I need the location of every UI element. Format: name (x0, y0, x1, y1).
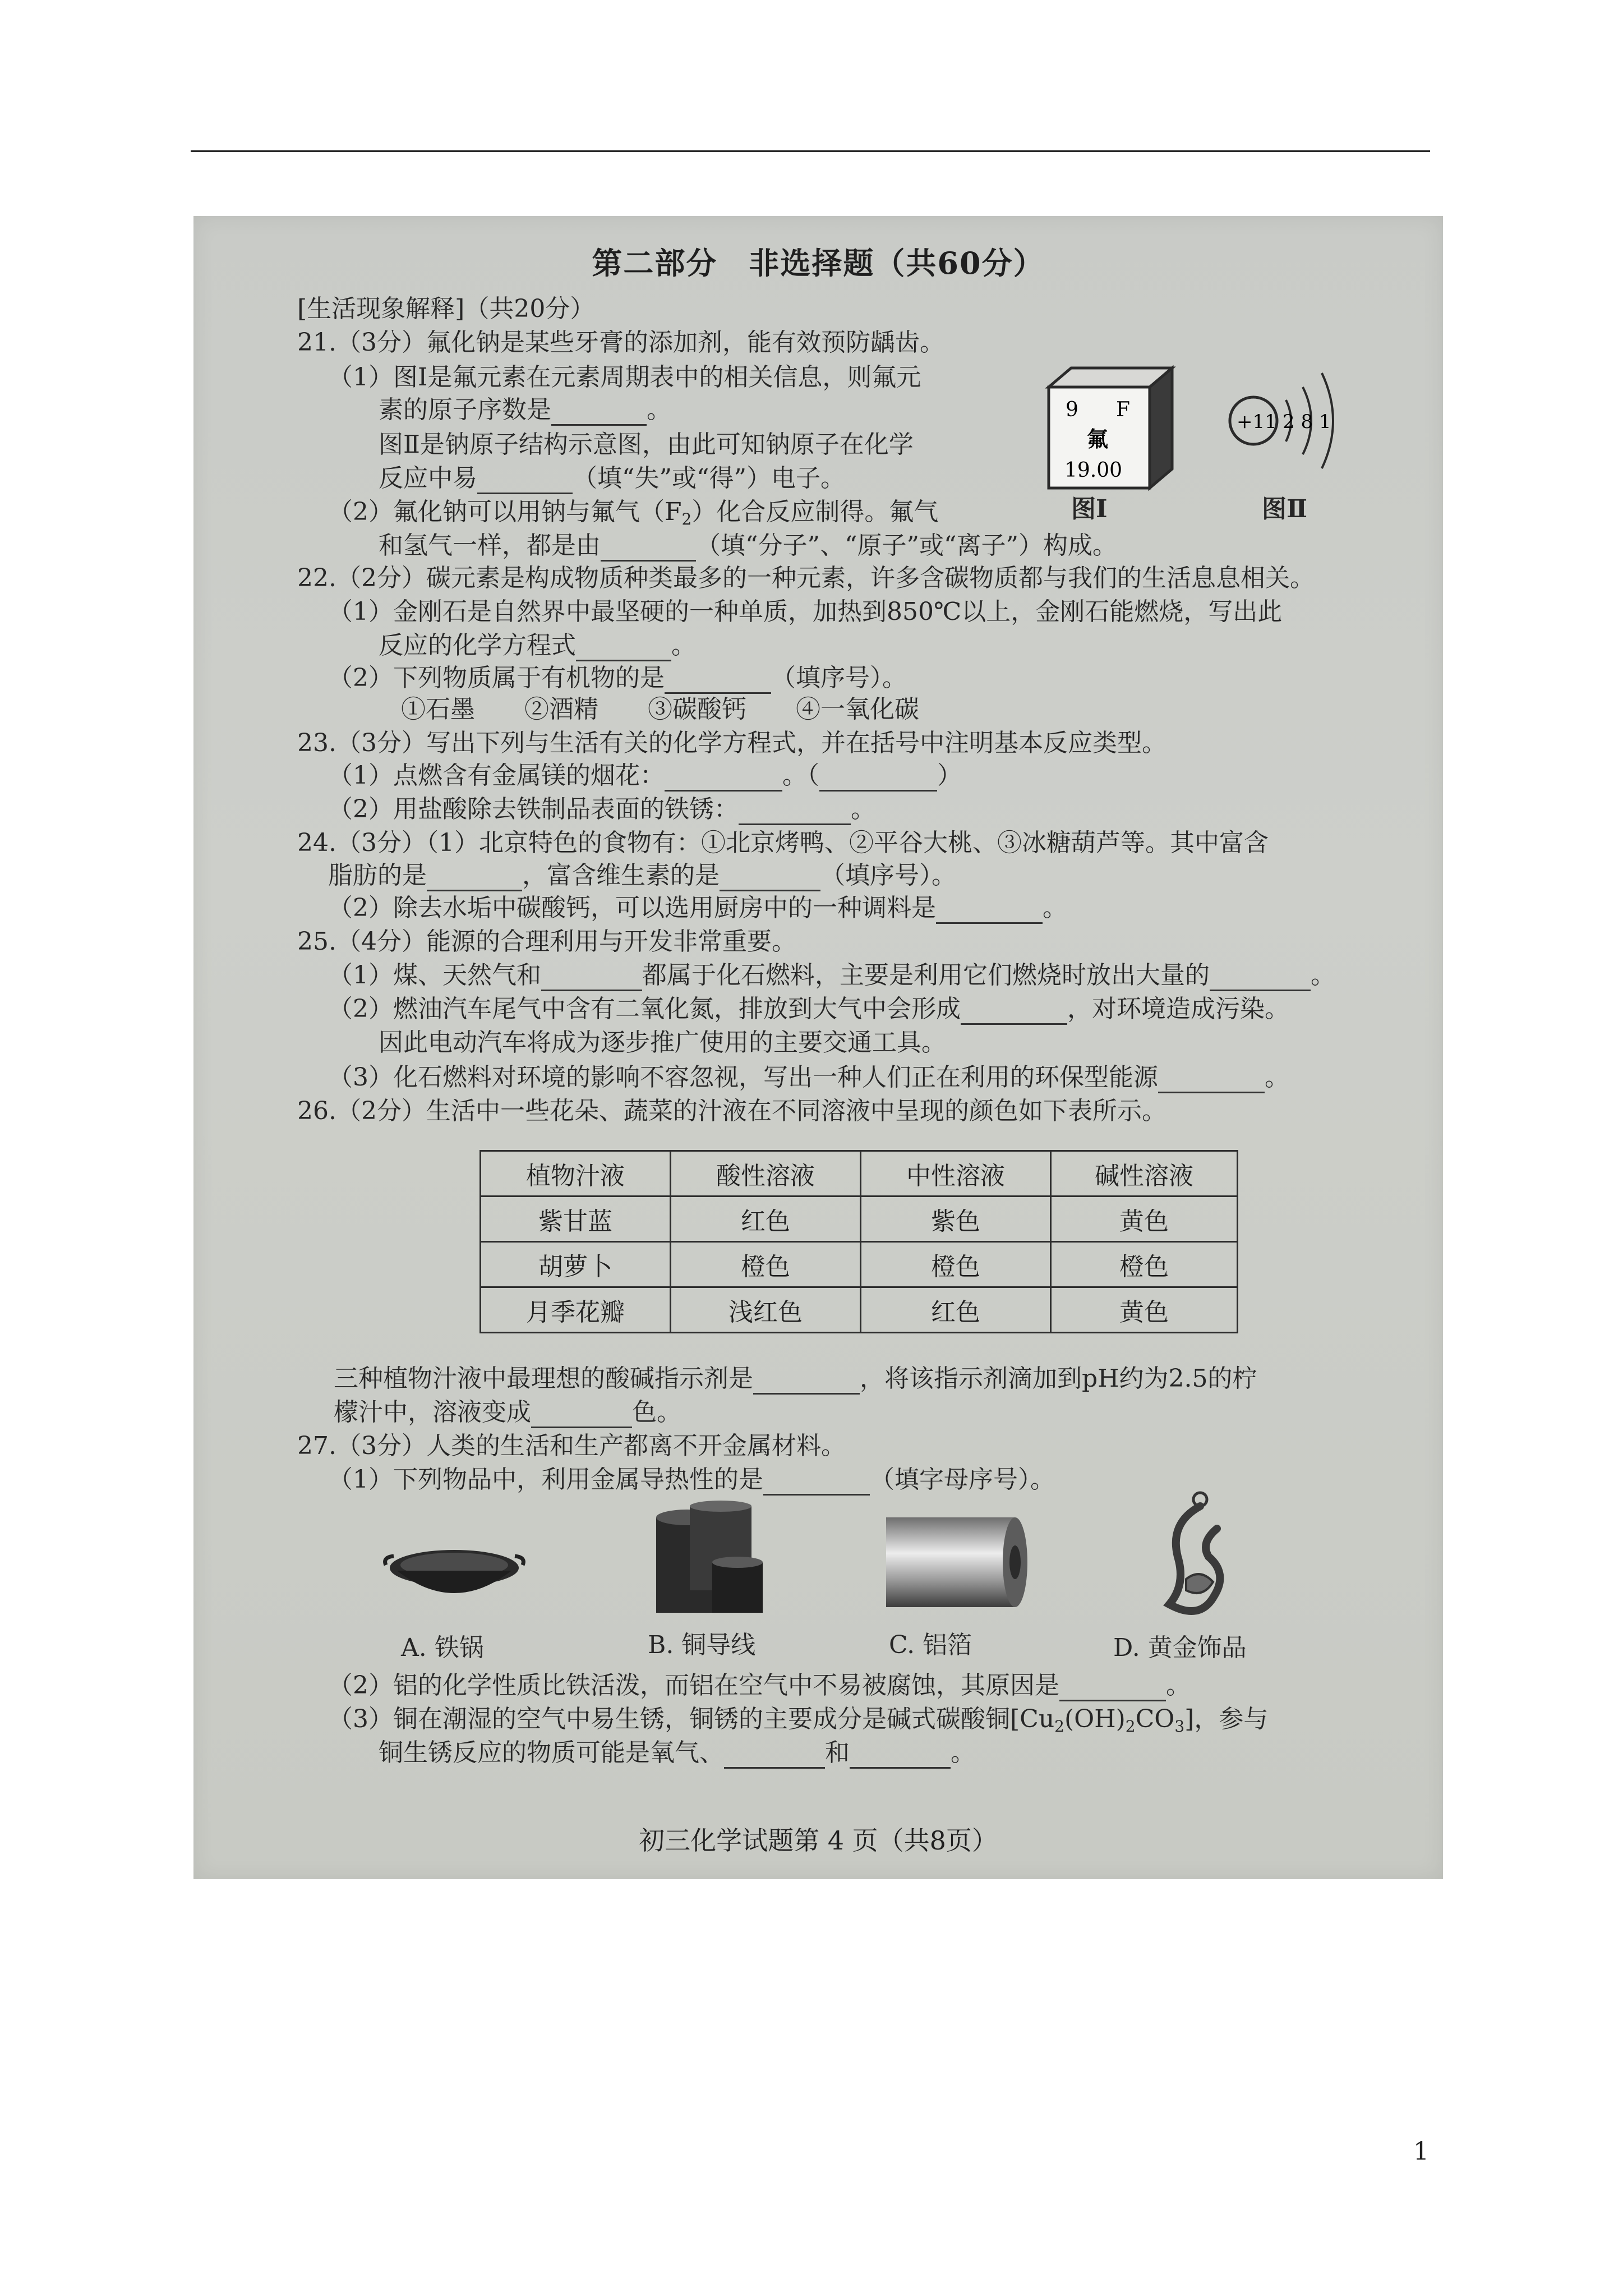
table-cell: 黄色 (1051, 1287, 1238, 1333)
figure-2-label: 图Ⅱ (1262, 495, 1308, 523)
q25-p2 (328, 993, 1289, 1025)
q27-p1 (328, 1464, 1055, 1496)
q23-p2-b: 。 (851, 795, 875, 823)
answer-blank (477, 470, 573, 494)
answer-blank (819, 767, 937, 792)
q27-p3 (328, 1704, 1268, 1742)
q26-after-a: 三种植物汁液中最理想的酸碱指示剂是 (334, 1364, 753, 1393)
table-cell: 红色 (861, 1287, 1051, 1333)
q23-p1-b: 。（ (782, 761, 819, 790)
indicator-color-table (479, 1150, 1238, 1333)
formula-part: (OH) (1064, 1705, 1126, 1733)
answer-blank (739, 801, 851, 825)
q21-p1-line2-text: 素的原子序数是 (379, 395, 551, 424)
section-heading: [生活现象解释]（共20分） (297, 295, 595, 323)
q24-line2 (328, 860, 956, 891)
q21-p2-line2-b: （填“分子”、“原子”或“离子”）构成。 (696, 531, 1117, 560)
table-row (481, 1242, 1238, 1287)
answer-blank (1158, 1069, 1265, 1093)
iron-wok-image (381, 1537, 527, 1610)
answer-blank (551, 402, 647, 426)
answer-blank (724, 1745, 825, 1769)
q25-p1-b: 都属于化石燃料，主要是利用它们燃烧时放出大量的 (642, 961, 1210, 990)
q24-l2-a: 脂肪的是 (328, 861, 427, 890)
q23-p1 (328, 760, 962, 792)
copper-wire-image (645, 1501, 774, 1618)
q27-p3-line2-a: 铜生锈反应的物质可能是氧气、 (379, 1738, 724, 1767)
aluminum-foil-image (875, 1506, 1038, 1618)
answer-blank (936, 900, 1043, 924)
answer-blank (753, 1370, 860, 1395)
q23-p1-c: ） (937, 761, 962, 790)
q22-p1-line2 (379, 630, 696, 661)
formula-sub: 2 (1054, 1717, 1064, 1736)
q22-p2-b: （填序号）。 (771, 664, 907, 692)
exam-page-footer: 初三化学试题第 4 页（共8页） (639, 1825, 998, 1856)
formula-sub: 2 (1125, 1717, 1136, 1736)
q24-p2 (328, 892, 1067, 924)
q27-p2-b: 。 (1166, 1671, 1191, 1700)
q23-p1-a: （1）点燃含有金属镁的烟花： (328, 761, 665, 790)
q22-stem: 22.（2分）碳元素是构成物质种类最多的一种元素，许多含碳物质都与我们的生活息息相关。 (297, 564, 1315, 592)
q22-p1-line1: （1）金刚石是自然界中最坚硬的一种单质，加热到850℃以上，金刚石能燃烧，写出此 (328, 597, 1283, 626)
answer-blank (1059, 1677, 1166, 1701)
q21-p1-line3: 图Ⅱ是钠原子结构示意图，由此可知钠原子在化学 (379, 430, 914, 459)
answer-blank (850, 1745, 951, 1769)
answer-blank (576, 637, 671, 661)
q27-p2-a: （2）铝的化学性质比铁活泼，而铝在空气中不易被腐蚀，其原因是 (328, 1671, 1059, 1700)
q27-stem: 27.（3分）人类的生活和生产都离不开金属材料。 (297, 1432, 846, 1460)
q24-l2-c: （填序号）。 (820, 861, 956, 890)
q21-p2-line2 (379, 530, 1117, 562)
q25-p3-a: （3）化石燃料对环境的影响不容忽视，写出一种人们正在利用的环保型能源 (328, 1063, 1158, 1092)
q25-p1 (328, 960, 1335, 991)
formula-sub: 3 (1174, 1717, 1185, 1736)
table-cell: 浅红色 (671, 1287, 861, 1333)
figure-1-label: 图Ⅰ (1071, 495, 1108, 523)
nucleus-charge: +11 (1237, 411, 1277, 433)
q26-stem: 26.（2分）生活中一些花朵、蔬菜的汁液在不同溶液中呈现的颜色如下表所示。 (297, 1097, 1166, 1125)
table-header-cell: 碱性溶液 (1051, 1151, 1238, 1197)
element-name: 氟 (1087, 427, 1109, 452)
q22-p2-a: （2）下列物质属于有机物的是 (328, 664, 665, 692)
answer-blank (763, 1471, 870, 1496)
q25-p1-a: （1）煤、天然气和 (328, 961, 541, 990)
item-label-d: D. 黄金饰品 (1113, 1634, 1247, 1662)
q21-p1-line2-end: 。 (647, 395, 671, 424)
element-cube-figure (1043, 365, 1178, 494)
q25-stem: 25.（4分）能源的合理利用与开发非常重要。 (297, 927, 796, 956)
answer-blank (427, 867, 522, 891)
q21-p1-line2 (379, 394, 671, 426)
q22-p1-line2-a: 反应的化学方程式 (379, 631, 576, 660)
table-cell: 橙色 (671, 1242, 861, 1287)
q25-p1-c: 。 (1311, 961, 1335, 990)
element-number: 9 (1066, 398, 1078, 421)
table-header-cell: 中性溶液 (861, 1151, 1051, 1197)
table-cell: 紫色 (861, 1197, 1051, 1242)
q23-p2 (328, 794, 875, 825)
q27-p1-b: （填字母序号）。 (870, 1465, 1055, 1494)
table-cell: 胡萝卜 (481, 1242, 671, 1287)
table-cell: 黄色 (1051, 1197, 1238, 1242)
q21-stem: 21.（3分）氟化钠是某些牙膏的添加剂，能有效预防龋齿。 (297, 328, 944, 357)
table-header-cell: 酸性溶液 (671, 1151, 861, 1197)
q26-after-line2 (334, 1397, 681, 1428)
answer-blank (665, 670, 771, 694)
header-rule (191, 150, 1430, 152)
item-label-c: C. 铝箔 (889, 1631, 972, 1659)
q25-p3 (328, 1062, 1289, 1093)
answer-blank (665, 767, 782, 792)
sodium-atom-diagram (1220, 356, 1360, 485)
q21-p2-line1-a: （2）氟化钠可以用钠与氟气（F (328, 498, 682, 526)
scanned-exam-page (193, 216, 1443, 1879)
table-cell: 橙色 (861, 1242, 1051, 1287)
answer-blank (601, 537, 696, 562)
q21-p2-line2-a: 和氢气一样，都是由 (379, 531, 601, 560)
table-row (481, 1197, 1238, 1242)
table-cell: 红色 (671, 1197, 861, 1242)
q22-p2 (328, 662, 907, 694)
q24-stem: 24.（3分）（1）北京特色的食物有：①北京烤鸭、②平谷大桃、③冰糖葫芦等。其中富含 (297, 829, 1269, 857)
table-cell: 月季花瓣 (481, 1287, 671, 1333)
item-label-b: B. 铜导线 (648, 1631, 756, 1659)
q27-p2 (328, 1670, 1191, 1701)
q27-p1-a: （1）下列物品中，利用金属导热性的是 (328, 1465, 763, 1494)
q26-after-b: ，将该指示剂滴加到pH约为2.5的柠 (860, 1364, 1257, 1393)
q27-p3-a: （3）铜在潮湿的空气中易生锈，铜锈的主要成分是碱式碳酸铜[Cu (328, 1705, 1055, 1733)
electron-shells: 2 8 1 (1283, 411, 1331, 433)
table-cell: 紫甘蓝 (481, 1197, 671, 1242)
q27-p3-b: ]，参与 (1184, 1705, 1269, 1733)
q22-options: ①石墨 ②酒精 ③碳酸钙 ④一氧化碳 (401, 695, 919, 724)
q25-p2-line2: 因此电动汽车将成为逐步推广使用的主要交通工具。 (379, 1028, 946, 1057)
formula-part: CO (1135, 1705, 1175, 1733)
item-label-a: A. 铁锅 (401, 1634, 484, 1662)
q21-p2-sub: 2 (681, 510, 692, 528)
page-number: 1 (1413, 2137, 1429, 2166)
q21-p1-line4-a: 反应中易 (379, 464, 477, 493)
gold-jewelry-image (1147, 1489, 1248, 1624)
q21-p2-line1-b: ）化合反应制得。氟气 (691, 498, 939, 526)
q21-p1-line1: （1）图Ⅰ是氟元素在元素周期表中的相关信息，则氟元 (328, 363, 921, 392)
q26-after2-a: 檬汁中，溶液变成 (334, 1398, 531, 1427)
q21-p1-line4 (379, 463, 845, 494)
q24-l2-b: ，富含维生素的是 (522, 861, 720, 890)
table-row (481, 1287, 1238, 1333)
q26-after-line1 (334, 1363, 1257, 1395)
q21-p2-line1 (328, 496, 938, 535)
element-symbol: F (1116, 398, 1130, 421)
answer-blank (1210, 967, 1311, 991)
q27-p3-line2 (379, 1737, 975, 1769)
part-title: 第二部分 非选择题（共60分） (592, 245, 1045, 281)
answer-blank (961, 1001, 1067, 1025)
q21-p1-line4-b: （填“失”或“得”）电子。 (573, 464, 845, 493)
q24-p2-b: 。 (1043, 894, 1067, 922)
answer-blank (720, 867, 820, 891)
q26-after2-b: 色。 (632, 1398, 681, 1427)
q25-p3-b: 。 (1265, 1063, 1289, 1092)
table-cell: 橙色 (1051, 1242, 1238, 1287)
q23-p2-a: （2）用盐酸除去铁制品表面的铁锈： (328, 795, 739, 823)
answer-blank (541, 967, 642, 991)
answer-blank (531, 1404, 632, 1428)
element-mass: 19.00 (1064, 459, 1123, 482)
table-header-cell: 植物汁液 (481, 1151, 671, 1197)
q24-p2-a: （2）除去水垢中碳酸钙，可以选用厨房中的一种调料是 (328, 894, 936, 922)
q25-p2-b: ，对环境造成污染。 (1067, 995, 1289, 1023)
q27-p3-line2-b: 和 (825, 1738, 850, 1767)
q25-p2-a: （2）燃油汽车尾气中含有二氧化氮，排放到大气中会形成 (328, 995, 961, 1023)
table-header-row (481, 1151, 1238, 1197)
q27-p3-line2-c: 。 (951, 1738, 975, 1767)
q22-p1-line2-b: 。 (671, 631, 696, 660)
q23-stem: 23.（3分）写出下列与生活有关的化学方程式，并在括号中注明基本反应类型。 (297, 729, 1166, 757)
